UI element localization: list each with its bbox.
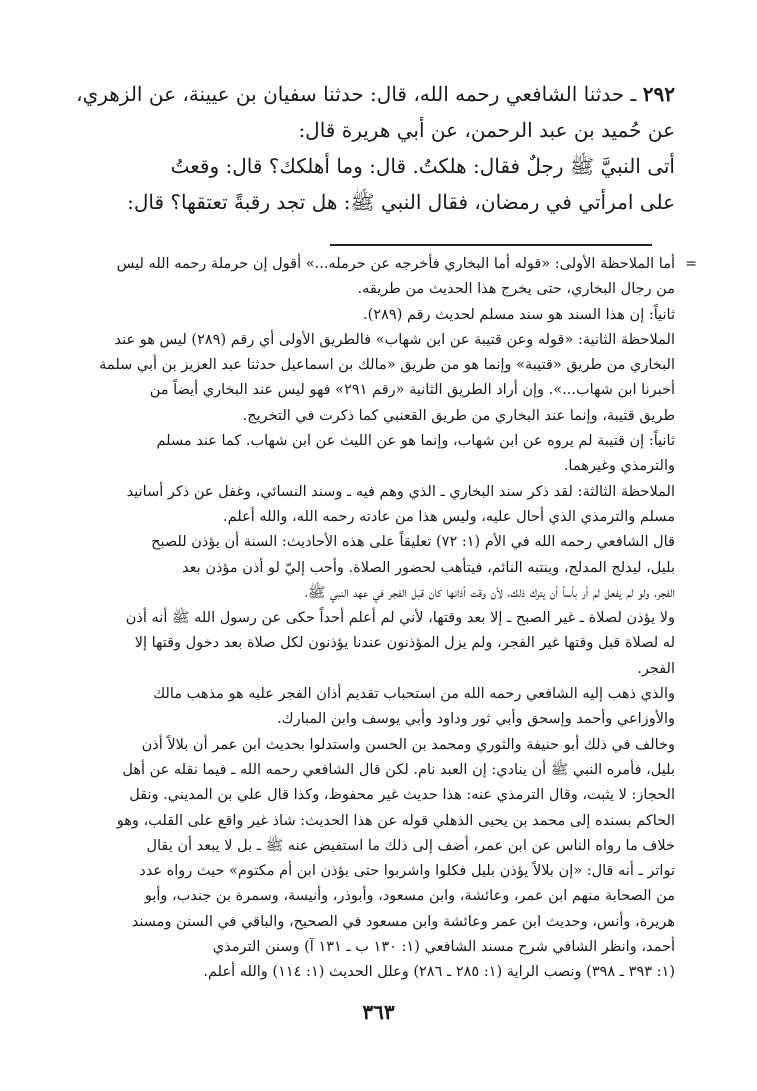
- footnote-line: الملاحظة الثالثة: لقد ذكر سند البخاري ـ الذي وهم فيه ـ وسند النسائي، وغفل عن ذكر أسانيد: [126, 483, 675, 500]
- footnote-line: من الصحابة منهم ابن عمر، وعائشة، وابن مسعود، وأبوذر، وأنيسة، وسمرة بن جندب، وأبو: [144, 888, 675, 905]
- footnote-line: أخبرنا ابن شهاب...». وإن أراد الطريق الثانية «رقم ٢٩١» فهو ليس عند البخاري أيضاً من: [149, 382, 675, 399]
- footnote-line: خلاف ما رواه الناس عن ابن عمر، أضف إلى ذلك ما استفيض عنه ﷺ ـ بل لا يبعد أن يقال: [146, 837, 675, 854]
- hadith-line-4: على امرأتي في رمضان، فقال النبي ﷺ: هل تجد رقبةً تعتقها؟ قال:: [127, 190, 675, 214]
- footnote-lines: [70, 252, 675, 986]
- page-number: ٣٦٣: [362, 1000, 395, 1024]
- footnote-line: والذي ذهب إليه الشافعي رحمه الله من استحباب تقديم أذان الفجر عليه هو مذهب مالك: [153, 686, 675, 703]
- footnote-line: وخالف في ذلك أبو حنيفة والثوري ومحمد بن الحسن واستدلوا بحديث ابن عمر أن بلالاً أذن: [141, 736, 675, 753]
- footnote-line: والترمذي وغيرهما.: [563, 458, 675, 475]
- footnote-line: له لصلاة قبل وقتها غير الفجر، ولم يزل المؤذنون عندنا يؤذنون لكل صلاة بعد دخول وقتها إلا: [134, 635, 675, 652]
- hadith-number: ٢٩٢: [642, 82, 675, 106]
- hadith-line-1: [75, 76, 675, 112]
- footnote-line: تواتر ـ أنه قال: «إن بلالاً يؤذن بليل فكلوا واشربوا حتى يؤذن ابن أم مكتوم» حيث رواه عدد: [139, 863, 675, 880]
- hadith-line-3: أتى النبيَّ ﷺ رجلٌ فقال: هلكتُ. قال: وما أهلكك؟ قال: وقعتُ: [170, 154, 675, 178]
- hadith-text: [75, 76, 675, 220]
- footnote-line: طريق قتيبة، وإنما عند البخاري من طريق القعنبي كما ذكرت في التخريج.: [242, 407, 675, 424]
- footnote-line: الملاحظة الثانية: «قوله وعن قتيبة عن ابن شهاب» فالطريق الأولى أي رقم (٢٨٩) ليس هو عند: [114, 331, 675, 348]
- footnote-line: قال الشافعي رحمه الله في الأم (١: ٧٢) تعليقاً على هذه الأحاديث: السنة أن يؤذن للصبح: [151, 534, 675, 551]
- footnote-line: بليل، ليدلج المدلج، وينتبه النائم، فيتأهب لحضور الصلاة. وأحب إليّ لو أذن مؤذن بعد: [182, 559, 675, 576]
- footnote-line: (١: ٣٩٣ ـ ٣٩٨) ونصب الراية (١: ٢٨٥ ـ ٢٨٦) وعلل الحديث (١: ١١٤) والله أعلم.: [203, 964, 675, 981]
- footnote-line: ولا يؤذن لصلاة ـ غير الصبح ـ إلا بعد وقتها، لأني لم أعلم أحداً حكى عن رسول الله ﷺ أنه أذن: [125, 610, 675, 627]
- footnote-line: والأوزاعي وأحمد وإسحق وأبي ثور وداود وأبي يوسف وابن المبارك.: [277, 711, 675, 728]
- footnote-line: الفجر.: [637, 660, 675, 677]
- footnote-line: هريرة، وأنس، وحديث ابن عمر وعائشة وابن مسعود في الصحيح، والباقي في السنن ومسند: [131, 913, 675, 930]
- footnote-line: ثانياً: إن هذا السند هو سند مسلم لحديث رقم (٢٨٩).: [363, 306, 675, 323]
- hadith-line-text: ـ حدثنا الشافعي رحمه الله، قال: حدثنا سفيان بن عيينة، عن الزهري،: [76, 82, 637, 106]
- footnote-line: أحمد، وانظر الشافي شرح مسند الشافعي (١: ١٣٠ ب ـ ١٣١ آ) وسنن الترمذي: [212, 939, 675, 956]
- footnote-divider: [330, 244, 652, 246]
- footnote-line: البخاري من طريق «قتيبة» وإنما هو من طريق «مالك بن اسماعيل حدثنا عبد العزيز بن أبي سلمة: [99, 357, 675, 374]
- footnote-line: الحجاز: لا يثبت، وقال الترمذي عنه: هذا حديث غير محفوظ، وكذا قال علي بن المديني. ونقل: [129, 787, 675, 804]
- footnote-line: أما الملاحظة الأولى: «قوله أما البخاري فأخرجه عن حرمله...» أقول إن حرملة رحمه الله ليس: [116, 256, 675, 272]
- footnote-line: ثانياً: إن قتيبة لم يروه عن ابن شهاب، وإنما هو عن الليث عن ابن شهاب. كما عند مسلم: [156, 433, 675, 450]
- footnote-line: الحاكم بسنده إلى محمد بن يحيى الذهلي قوله عن هذا الحديث: شاذ غير واقع على القلب، وهو: [116, 812, 675, 829]
- footnote-line: مسلم والترمذي الذي أحال عليه، وليس هذا من عادته رحمه الله، والله أعلم.: [223, 508, 675, 525]
- footnotes: [70, 252, 697, 986]
- footnote-line: بليل، فأمره النبي ﷺ أن ينادي: إن العبد نام. لكن قال الشافعي رحمه الله ـ فيما نقله عن أهل: [122, 761, 675, 778]
- footnote-line: الفجر، ولو لم يفعل لم أر بأساً أن يترك ذلك، لأن وقت أذانها كان قبل الفجر في عهد النبي ﷺ،: [305, 584, 675, 601]
- footnote-line: من رجال البخاري، حتى يخرج هذا الحديث من طريقه.: [357, 281, 675, 298]
- hadith-line-2: عن حُميد بن عبد الرحمن، عن أبي هريرة قال:: [298, 118, 675, 142]
- continuation-marker: =: [685, 256, 697, 272]
